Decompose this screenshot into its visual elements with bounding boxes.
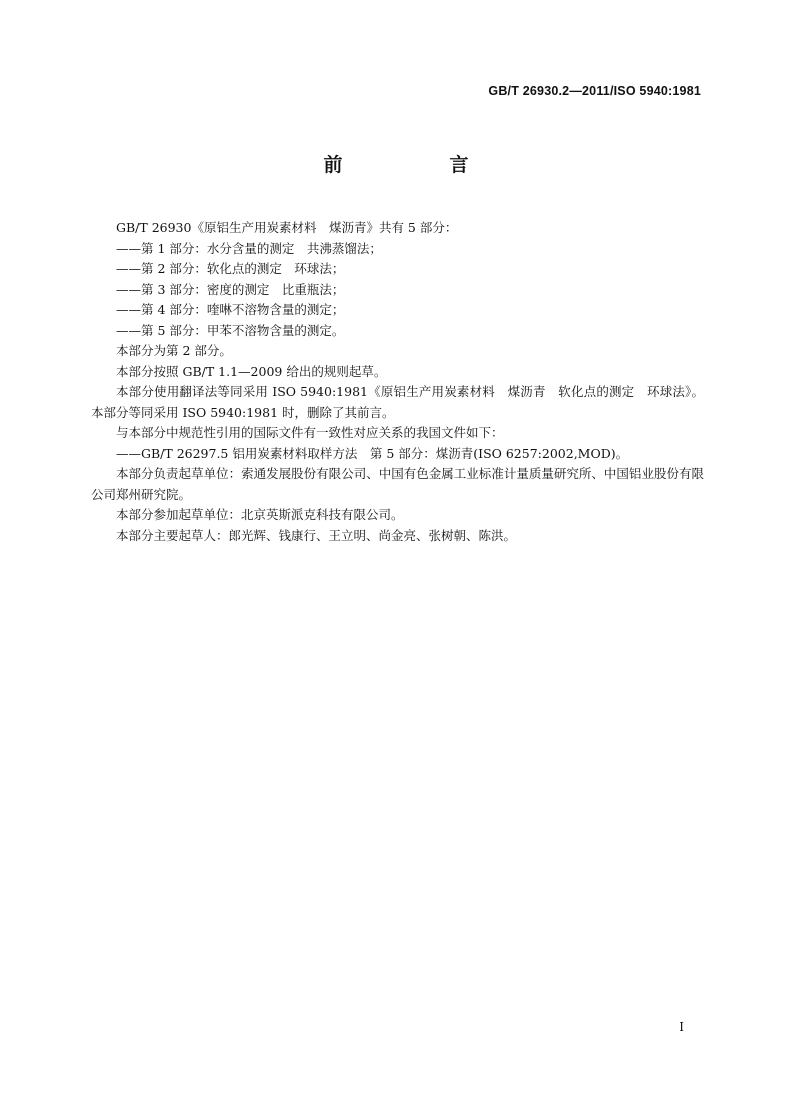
standard-code: GB/T 26930.2—2011/ISO 5940:1981 [488, 84, 701, 98]
paragraph-participating-units: 本部分参加起草单位：北京英斯派克科技有限公司。 [116, 507, 404, 522]
paragraph-drafting-rules: 本部分按照 GB/T 1.1—2009 给出的规则起草。 [116, 363, 387, 379]
list-item-part-2: ——第 2 部分：软化点的测定 环球法； [116, 261, 345, 276]
paragraph-translation-method: 本部分使用翻译法等同采用 ISO 5940:1981《原铝生产用炭素材料 煤沥青 软化点的测定 环球法》。本部分等同采用 ISO 5940:1981 时，删除了其前言。 [91, 384, 704, 420]
paragraph-drafters: 本部分主要起草人：郎光辉、钱康行、王立明、尚金亮、张树朝、陈洪。 [116, 527, 517, 543]
paragraph-this-part: 本部分为第 2 部分。 [116, 343, 232, 358]
page-title: 前 言 [323, 154, 513, 176]
list-item-part-1: ——第 1 部分：水分含量的测定 共沸蒸馏法； [116, 240, 382, 256]
list-item-part-3: ——第 3 部分：密度的测定 比重瓶法； [116, 281, 345, 297]
page-number: I [679, 1020, 684, 1034]
paragraph-responsible-units: 本部分负责起草单位：索通发展股份有限公司、中国有色金属工业标准计量质量研究所、中国铝业股份有限公司郑州研究院。 [91, 466, 704, 502]
paragraph-corresponding-docs: 与本部分中规范性引用的国际文件有一致性对应关系的我国文件如下： [116, 425, 504, 440]
list-item-referenced-doc: ——GB/T 26297.5 铝用炭素材料取样方法 第 5 部分：煤沥青(ISO 6257:2002,MOD)。 [116, 445, 629, 461]
paragraph-series-intro: GB/T 26930《原铝生产用炭素材料 煤沥青》共有 5 部分： [116, 220, 458, 235]
list-item-part-4: ——第 4 部分：喹啉不溶物含量的测定； [116, 302, 345, 317]
list-item-part-5: ——第 5 部分：甲苯不溶物含量的测定。 [116, 322, 345, 338]
foreword-body [91, 218, 704, 546]
